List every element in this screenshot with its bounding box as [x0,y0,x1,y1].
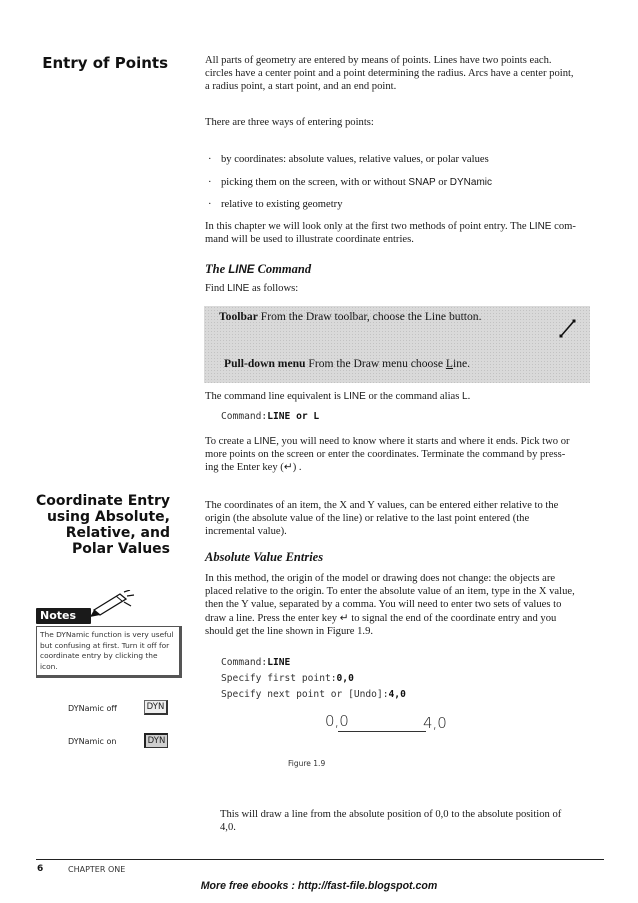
dynamic-on-label: DYNamic on [68,737,117,746]
heading-line: Polar Values [71,541,170,557]
figure-start-label: 0,0 [325,712,349,730]
notes-line: but confusing at first. Turn it off for [40,640,170,650]
text-line: incremental value). [205,526,287,538]
command-line: Specify next point or [Undo]:4,0 [221,689,406,700]
text-line: circles have a center point and a point determining the radius. Arcs have a center point, [205,68,574,80]
heading-line: using Absolute, [46,509,170,525]
section-heading-entry-of-points: Entry of Points [42,54,168,72]
text-line: In this chapter we will look only at the first two methods of point entry. The LINE com- [205,221,576,232]
figure-caption: Figure 1.9 [288,759,326,768]
notes-box [36,626,182,678]
text-line: In this method, the origin of the model or drawing does not change: the objects are [205,573,556,584]
text-line: ing the Enter key (↵) . [205,462,302,474]
command-example: Command:LINE or L [221,411,320,422]
subheading-line-command: The LINE Command [205,262,312,276]
dynamic-off-label: DYNamic off [68,704,117,713]
bullet-dot: · [208,199,212,210]
command-line: Command:LINE [221,657,291,668]
page-number: 6 [37,864,44,874]
text-line: To create a LINE, you will need to know where it starts and where it ends. Pick two or [205,436,570,447]
command-line: Specify first point:0,0 [221,673,354,684]
command-equivalent-text: The command line equivalent is LINE or the command alias L. [205,391,471,402]
text-line: All parts of geometry are entered by means of points. Lines have two points each. [205,55,552,66]
text-line: This will draw a line from the absolute position of 0,0 to the absolute position of [220,809,562,820]
dynamic-keyword: DYNamic [449,177,493,188]
heading-line: Coordinate Entry [36,493,170,509]
create-line-paragraph [205,435,595,475]
text-line: placed relative to the origin. To enter the absolute value of an item, type in the X value, [205,586,575,598]
intro-paragraph [205,54,595,94]
figure-line [338,731,426,732]
absolute-value-paragraph [205,572,595,638]
ebook-link[interactable]: More free ebooks : http://fast-file.blogspot.com [200,880,438,892]
text-line: 4,0. [220,822,236,834]
find-line-text: Find LINE as follows: [205,283,299,294]
bullet-dot: · [208,154,212,165]
command-sequence [221,655,406,703]
text-line: should get the line shown in Figure 1.9. [205,625,374,637]
bullet-text: relative to existing geometry [221,199,343,210]
notes-line: coordinate entry by clicking the icon. [40,651,158,671]
section-heading-coordinate-entry [30,493,170,557]
text-line: more points on the screen or enter the coordinates. Terminate the command by press- [205,449,566,461]
bullet-dot: · [208,177,212,188]
intro-lead: There are three ways of entering points: [205,117,374,128]
dynamic-on-button[interactable]: DYN [144,733,168,748]
chapter-label: CHAPTER ONE [68,865,126,874]
chapter-scope-paragraph [205,220,595,246]
text-line: origin (the absolute value of the line) or relative to the last point entered (the [205,513,530,525]
notes-line: The DYNamic function is very useful [40,630,174,639]
footer-rule [36,859,604,860]
dynamic-off-button[interactable]: DYN [144,700,168,715]
subheading-absolute-value: Absolute Value Entries [205,550,324,564]
bullet-item [208,198,588,212]
text-line: a radius point, a start point, and an end point. [205,81,397,93]
toolbar-instruction: Toolbar From the Draw toolbar, choose the Line button. [219,310,482,323]
snap-keyword: SNAP [408,177,436,188]
bullet-item [208,176,588,190]
closing-paragraph [220,808,590,834]
text-line: The coordinates of an item, the X and Y values, can be entered either relative to the [205,500,559,511]
bullet-text: by coordinates: absolute values, relative values, or polar values [221,154,489,165]
text-line: mand will be used to illustrate coordinate entries. [205,234,414,246]
heading-line: Relative, and [65,525,170,541]
text-line: draw a line. Press the enter key ↵ to signal the end of the coordinate entry and you [205,612,557,624]
pulldown-instruction: Pull-down menu From the Draw menu choose Line. [224,357,471,370]
coordinate-intro-paragraph [205,499,595,539]
line-tool-icon [558,316,578,340]
notes-badge: Notes [36,608,91,624]
text-line: then the Y value, separated by a comma. You will need to enter two sets of values to [205,599,562,611]
figure-end-label: 4,0 [423,714,447,732]
bullet-item [208,153,588,167]
bullet-text: picking them on the screen, with or without SNAP or DYNamic [221,177,493,188]
